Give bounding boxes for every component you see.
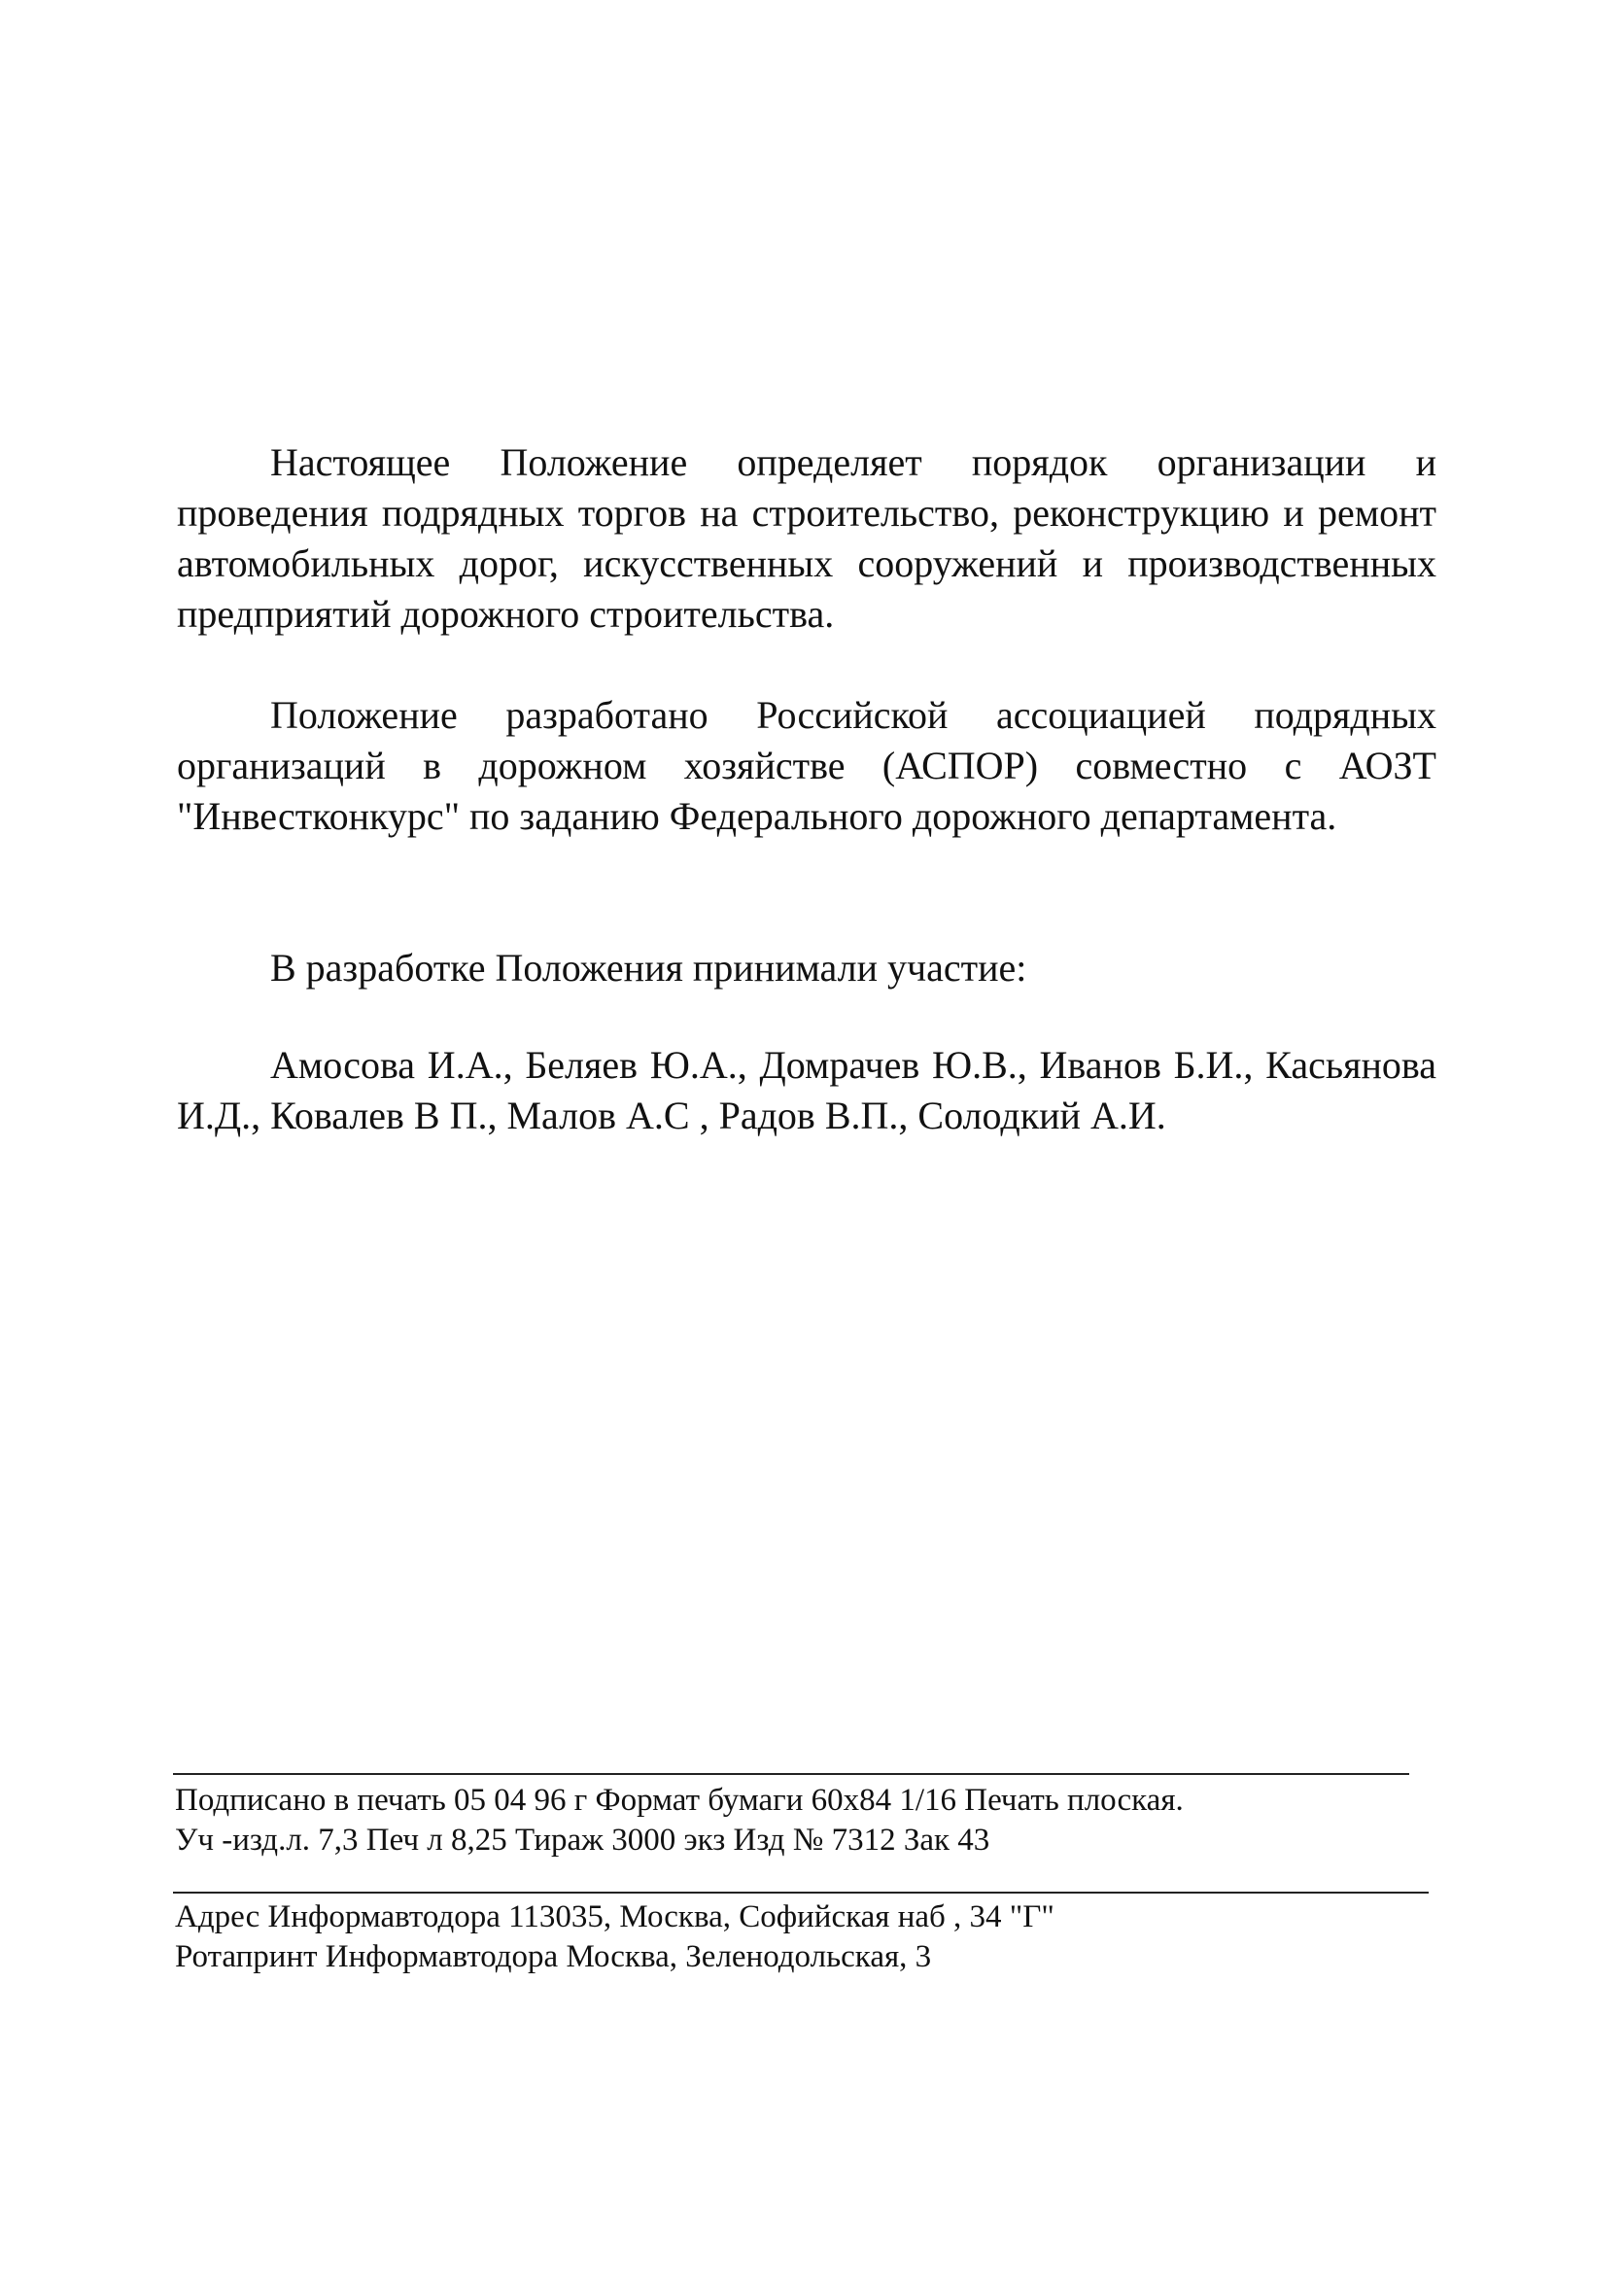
participants-heading: В разработке Положения принимали участие: [270,946,1027,990]
imprint-top-divider [173,1773,1409,1775]
printer-address-line: Ротапринт Информавтодора Москва, Зеленодольская, 3 [175,1939,932,1974]
print-details [175,1781,1438,1861]
publisher-address [175,1897,1438,1977]
developer-paragraph: Положение разработано Российской ассоциацией подрядных организаций в дорожном хозяйстве (АСПОР) совместно с АОЗТ "Инвестконкурс" по заданию Федерального дорожного департамента. [177,693,1436,838]
imprint-bottom-divider [173,1892,1429,1894]
print-details-line-1: Подписано в печать 05 04 96 г Формат бумаги 60x84 1/16 Печать плоская. [175,1783,1184,1818]
publisher-address-line: Адрес Информавтодора 113035, Москва, Софийская наб , 34 "Г" [175,1899,1054,1934]
intro-paragraph: Настоящее Положение определяет порядок организации и проведения подрядных торгов на строительство, реконструкцию и ремонт автомобильных дорог, искусственных сооружений и производственных предприятий дорожного строительства. [177,440,1436,636]
participants-list: Амосова И.А., Беляев Ю.А., Домрачев Ю.В., Иванов Б.И., Касьянова И.Д., Ковалев В П., Малов А.С , Радов В.П., Солодкий А.И. [177,1043,1436,1137]
print-details-line-2: Уч -изд.л. 7,3 Печ л 8,25 Тираж 3000 экз Изд № 7312 Зак 43 [175,1823,990,1858]
